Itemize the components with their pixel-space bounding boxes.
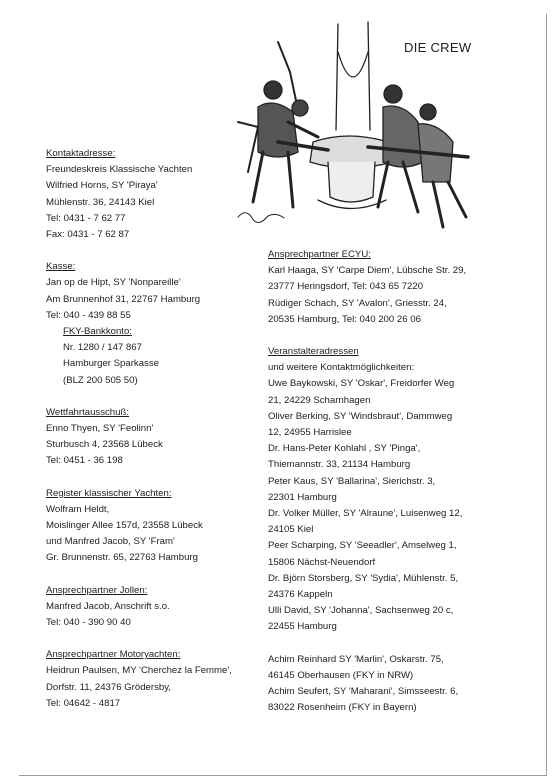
page-title: DIE CREW <box>404 40 472 55</box>
address-line: Tel: 0451 - 36 198 <box>46 455 123 467</box>
address-line: Wilfried Horns, SY 'Piraya' <box>46 180 158 192</box>
address-line: Dr. Hans-Peter Kohlahl , SY 'Pinga', <box>268 443 421 455</box>
address-line: Sturbusch 4, 23568 Lübeck <box>46 439 163 451</box>
address-line: Tel: 04642 - 4817 <box>46 697 121 709</box>
address-line: und Manfred Jacob, SY 'Fram' <box>46 536 175 548</box>
address-line: Achim Reinhard SY 'Marlin', Oskarstr. 75, <box>268 653 444 665</box>
address-line: Gr. Brunnenstr. 65, 22763 Hamburg <box>46 552 198 564</box>
address-line: Peter Kaus, SY 'Ballarina', Sierichstr. 3, <box>268 475 436 487</box>
address-line: Oliver Berking, SY 'Windsbraut', Dammweg <box>268 410 453 422</box>
address-line: Dr. Volker Müller, SY 'Alraune', Luisenweg 12, <box>268 508 463 520</box>
section-title: Kasse: <box>46 261 76 273</box>
address-line: Tel: 040 - 390 90 40 <box>46 617 131 629</box>
contact-section <box>46 583 258 632</box>
address-line: 46145 Oberhausen (FKY in NRW) <box>268 669 414 681</box>
address-line: Ulli David, SY 'Johanna', Sachsenweg 20 c, <box>268 605 454 617</box>
section-title: Register klassischer Yachten: <box>46 487 172 499</box>
address-line: Karl Haaga, SY 'Carpe Diem', Lübsche Str. 29, <box>268 265 467 277</box>
address-line: 20535 Hamburg, Tel: 040 200 26 06 <box>268 313 421 325</box>
address-line: Peer Scharping, SY 'Seeadler', Amselweg 1, <box>268 540 457 552</box>
address-line: Wolfram Heldt, <box>46 503 110 515</box>
contact-section <box>268 247 530 328</box>
section-title: Ansprechpartner Jollen: <box>46 584 148 596</box>
address-line: Tel: 0431 - 7 62 77 <box>46 212 126 224</box>
address-line: 24376 Kappeln <box>268 589 333 601</box>
section-title: Kontaktadresse: <box>46 148 116 159</box>
section-title: Wettfahrtausschuß: <box>46 406 130 418</box>
address-line: Am Brunnenhof 31, 22767 Hamburg <box>46 293 201 305</box>
address-line: Enno Thyen, SY 'Feolinn' <box>46 423 154 435</box>
bank-account-line: (BLZ 200 505 50) <box>63 374 138 386</box>
address-line: 12, 24955 Harrislee <box>268 427 352 439</box>
address-line: Dorfstr. 11, 24376 Grödersby, <box>46 681 171 693</box>
address-line: 83022 Rosenheim (FKY in Bayern) <box>268 702 417 714</box>
contact-section <box>46 405 258 470</box>
address-line: Manfred Jacob, Anschrift s.o. <box>46 600 170 612</box>
address-line: Rüdiger Schach, SY 'Avalon', Griesstr. 24, <box>268 297 447 309</box>
address-line: Dr. Björn Storsberg, SY 'Sydia', Mühlenstr. 5, <box>268 572 459 584</box>
address-line: 22455 Hamburg <box>268 621 337 633</box>
section-title: Ansprechpartner Motoryachten: <box>46 649 181 661</box>
bank-account-line: Nr. 1280 / 147 867 <box>63 342 142 354</box>
section-title: Veranstalteradressen <box>268 346 359 358</box>
address-line: Freundeskreis Klassische Yachten <box>46 164 193 176</box>
contact-section <box>268 652 530 717</box>
contact-section <box>46 647 258 712</box>
section-title: Ansprechpartner ECYU: <box>268 249 371 260</box>
address-line: Tel: 040 - 439 88 55 <box>46 309 131 321</box>
address-line: 24105 Kiel <box>268 524 314 536</box>
bank-account-title: FKY-Bankkonto: <box>63 326 132 338</box>
contact-section <box>46 486 258 567</box>
contact-section <box>268 344 530 636</box>
left-column <box>46 146 258 712</box>
address-line: und weitere Kontaktmöglichkeiten: <box>268 362 415 374</box>
right-column <box>268 247 530 716</box>
bank-account-line: Hamburger Sparkasse <box>63 358 159 370</box>
address-line: 22301 Hamburg <box>268 491 337 503</box>
address-line: Uwe Baykowski, SY 'Oskar', Freidorfer Weg <box>268 378 455 390</box>
address-line: 21, 24229 Scharnhagen <box>268 394 371 406</box>
address-line: 23777 Heringsdorf, Tel: 043 65 7220 <box>268 281 424 293</box>
address-line: Thiemannstr. 33, 21134 Hamburg <box>268 459 411 471</box>
address-line: Mühlenstr. 36, 24143 Kiel <box>46 196 155 208</box>
address-line: Achim Seufert, SY 'Maharani', Simsseestr. 6, <box>268 686 459 698</box>
address-line: Heidrun Paulsen, MY 'Cherchez la Femme', <box>46 665 232 677</box>
address-line: Jan op de Hipt, SY 'Nonpareille' <box>46 277 181 289</box>
address-line: 15806 Nächst-Neuendorf <box>268 556 376 568</box>
contact-section <box>46 146 258 243</box>
address-line: Moislinger Allee 157d, 23558 Lübeck <box>46 520 203 532</box>
contact-section <box>46 259 258 389</box>
address-line: Fax: 0431 - 7 62 87 <box>46 229 130 241</box>
